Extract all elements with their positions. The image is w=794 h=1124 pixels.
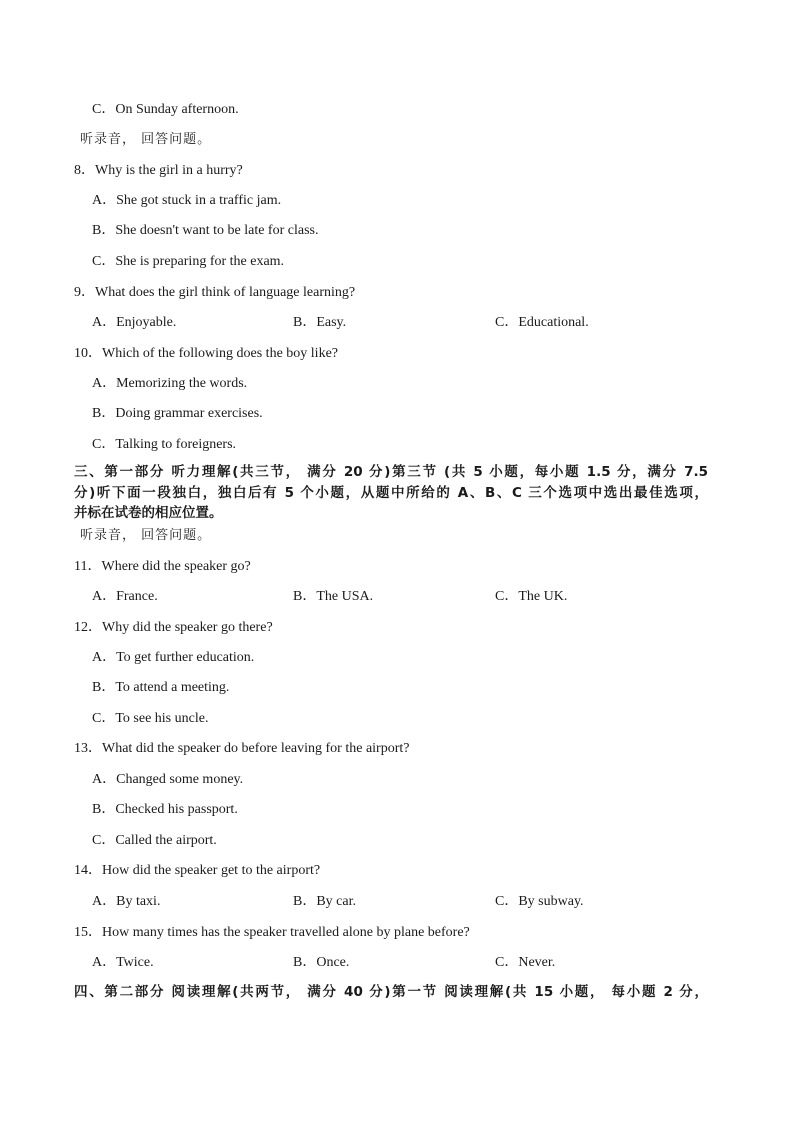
q13-option-c: C．Called the airport. bbox=[92, 833, 217, 848]
q8-option-b: B．She doesn't want to be late for class. bbox=[92, 223, 319, 238]
q14-option-b: B．By car. bbox=[293, 894, 356, 909]
q7-option-c: C．On Sunday afternoon. bbox=[92, 102, 239, 117]
question-13: 13．What did the speaker do before leaving for the airport? bbox=[74, 741, 410, 756]
q12-option-a: A．To get further education. bbox=[92, 650, 255, 665]
q10-option-b: B．Doing grammar exercises. bbox=[92, 406, 263, 421]
q12-option-b: B．To attend a meeting. bbox=[92, 680, 230, 695]
question-14: 14．How did the speaker get to the airport? bbox=[74, 863, 321, 878]
q13-option-a: A．Changed some money. bbox=[92, 772, 244, 787]
section-3-heading-line-2: 分)听下面一段独白，独白后有 5 个小题，从题中所给的 A、B、C 三个选项中选出最佳选项， bbox=[74, 485, 708, 501]
q13-option-b: B．Checked his passport. bbox=[92, 802, 238, 817]
q15-option-a: A．Twice. bbox=[92, 955, 154, 970]
q14-option-a: A．By taxi. bbox=[92, 894, 161, 909]
q10-option-c: C．Talking to foreigners. bbox=[92, 437, 237, 452]
q8-option-c: C．She is preparing for the exam. bbox=[92, 254, 285, 269]
q14-option-c: C．By subway. bbox=[495, 894, 584, 909]
q9-option-c: C．Educational. bbox=[495, 315, 589, 330]
q12-option-c: C．To see his uncle. bbox=[92, 711, 209, 726]
question-15: 15．How many times has the speaker travelled alone by plane before? bbox=[74, 925, 470, 940]
q10-option-a: A．Memorizing the words. bbox=[92, 376, 248, 391]
question-9: 9．What does the girl think of language learning? bbox=[74, 285, 356, 300]
q8-option-a: A．She got stuck in a traffic jam. bbox=[92, 193, 282, 208]
q9-option-a: A．Enjoyable. bbox=[92, 315, 177, 330]
section-4-heading: 四、第二部分 阅读理解(共两节， 满分 40 分)第一节 阅读理解(共 15 小题， 每小题 2 分， bbox=[74, 984, 708, 1000]
q15-option-c: C．Never. bbox=[495, 955, 556, 970]
listening-instruction: 听录音， 回答问题。 bbox=[80, 132, 212, 147]
q11-option-a: A．France. bbox=[92, 589, 158, 604]
q15-option-b: B．Once. bbox=[293, 955, 350, 970]
q11-option-b: B．The USA. bbox=[293, 589, 374, 604]
question-12: 12．Why did the speaker go there? bbox=[74, 620, 273, 635]
question-11: 11．Where did the speaker go? bbox=[74, 559, 251, 574]
question-8: 8．Why is the girl in a hurry? bbox=[74, 163, 243, 178]
q9-option-b: B．Easy. bbox=[293, 315, 347, 330]
question-10: 10．Which of the following does the boy like? bbox=[74, 346, 338, 361]
listening-instruction-2: 听录音， 回答问题。 bbox=[80, 528, 212, 543]
section-3-heading-line-3: 并标在试卷的相应位置。 bbox=[74, 505, 223, 521]
section-3-heading-line-1: 三、第一部分 听力理解(共三节， 满分 20 分)第三节 (共 5 小题，每小题 1.5 分，满分 7.5 bbox=[74, 464, 708, 480]
q11-option-c: C．The UK. bbox=[495, 589, 568, 604]
